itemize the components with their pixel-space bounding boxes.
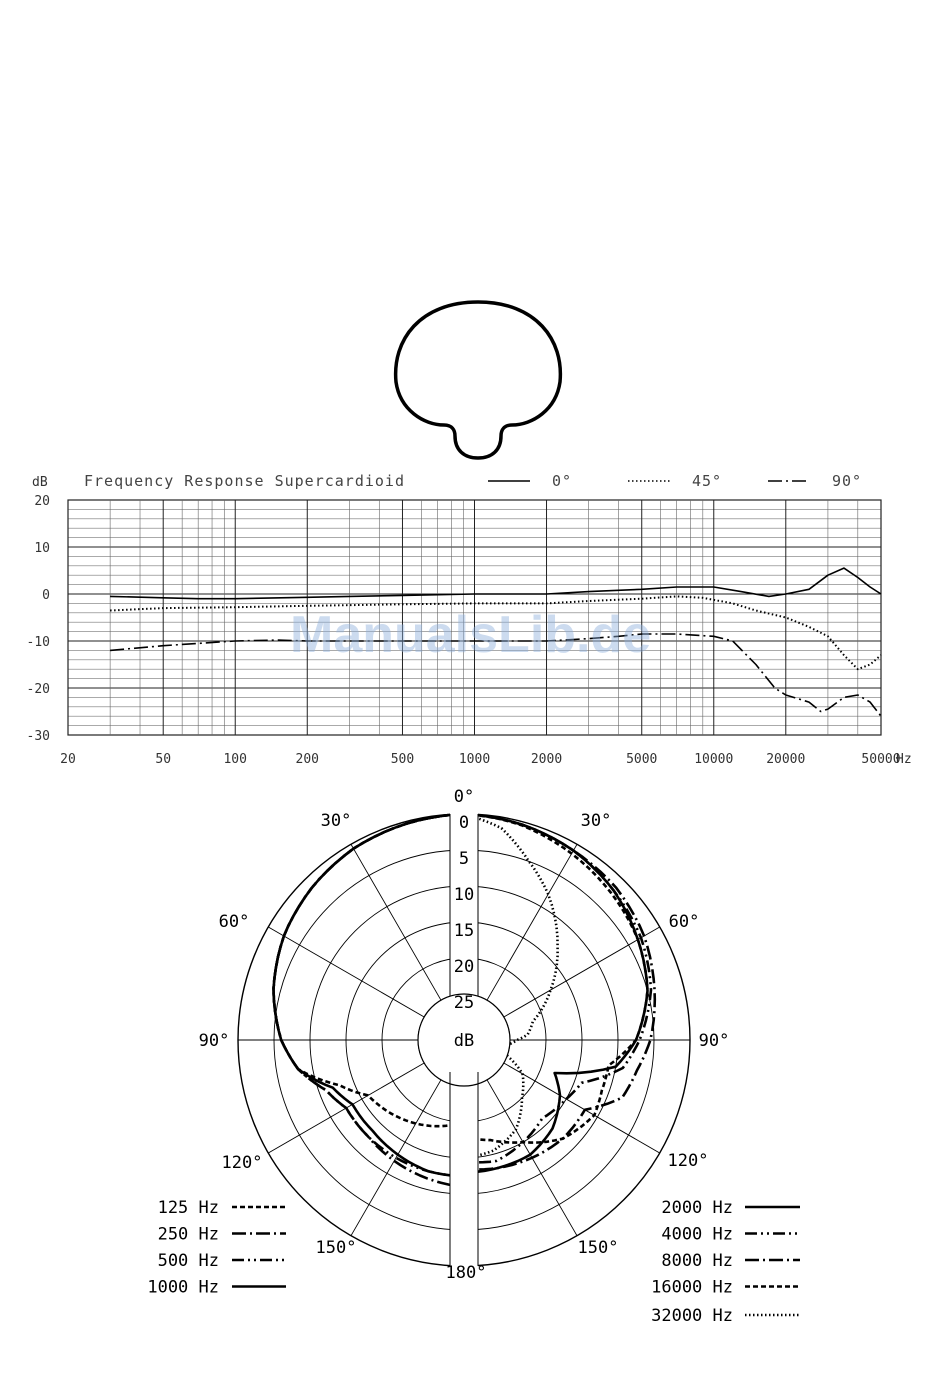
fr-x-tick-label: 1000 [458,752,491,767]
fr-x-tick-label: 500 [390,752,415,767]
polar-legend-label: 32000 Hz [651,1306,733,1326]
fr-legend-label: 90° [832,472,863,490]
fr-x-tick-labels [60,752,900,767]
fr-x-tick-label: 2000 [530,752,563,767]
fr-y-tick-label: -30 [26,729,50,744]
polar-radial-tick: 0 [458,813,470,833]
polar-radial-tick: 15 [453,921,475,941]
fr-legend-label: 0° [552,472,573,490]
polar-radial-tick: 20 [453,957,475,977]
polar-legend-label: 1000 Hz [147,1277,219,1298]
polar-angle-label: 60° [668,912,700,932]
fr-x-tick-label: 50000 [861,752,901,767]
fr-y-tick-label: 20 [34,494,50,509]
polar-curve-right-2 [464,814,655,1170]
fr-x-tick-label: 50 [155,752,172,767]
polar-angle-label: 90° [698,1031,730,1051]
polar-angle-label: 120° [221,1153,263,1173]
polar-legend-label: 16000 Hz [651,1277,733,1298]
fr-legend-label: 45° [692,472,723,490]
fr-x-tick-label: 200 [295,752,320,767]
fr-y-tick-label: -10 [26,635,50,650]
polar-legend-label: 8000 Hz [661,1251,733,1271]
polar-center-unit: dB [453,1031,475,1051]
fr-y-tick-label: 10 [34,541,50,556]
polar-angle-label: 150° [577,1238,619,1258]
polar-angle-label: 120° [667,1151,709,1171]
polar-legend-label: 500 Hz [157,1251,219,1271]
fr-x-tick-label: 20 [60,752,76,767]
fr-legend [488,472,862,490]
fr-y-tick-label: -20 [26,682,50,697]
fr-y-tick-label: 0 [42,588,50,603]
polar-angle-label: 0° [453,787,475,807]
polar-legend-label: 125 Hz [157,1198,219,1218]
fr-x-tick-label: 5000 [626,752,658,767]
polar-bottom-strip [450,1068,478,1270]
polar-angle-label: 90° [198,1031,230,1051]
fr-x-tick-label: 100 [223,752,247,767]
polar-angle-label: 30° [320,811,352,831]
polar-angle-label: 30° [580,811,612,831]
polar-pattern-chart [147,787,800,1326]
fr-x-unit: Hz [896,752,912,767]
polar-curve-left-3 [274,814,465,1176]
polar-radial-tick: 5 [458,849,470,869]
watermark: ManualsLib.de [290,606,652,664]
polar-curve-left-1 [274,814,465,1187]
polar-angle-label: 150° [315,1238,357,1258]
polar-legend-label: 250 Hz [157,1224,219,1245]
fr-chart-title: Frequency Response Supercardioid [84,472,405,490]
fr-x-tick-label: 20000 [766,752,806,767]
polar-strip-gap [452,1066,476,1074]
fr-y-tick-labels [27,494,50,744]
polar-radial-tick: 25 [453,993,475,1013]
polar-legend-label: 4000 Hz [661,1224,733,1245]
fr-x-tick-label: 10000 [694,752,734,767]
polar-angle-label: 180° [445,1263,487,1283]
polar-radial-tick: 10 [453,885,475,905]
fr-y-unit: dB [32,475,48,490]
supercardioid-pattern-icon [396,302,561,458]
polar-legend-label: 2000 Hz [661,1198,733,1218]
polar-angle-label: 60° [218,912,250,932]
polar-curve-left-2 [274,814,465,1176]
